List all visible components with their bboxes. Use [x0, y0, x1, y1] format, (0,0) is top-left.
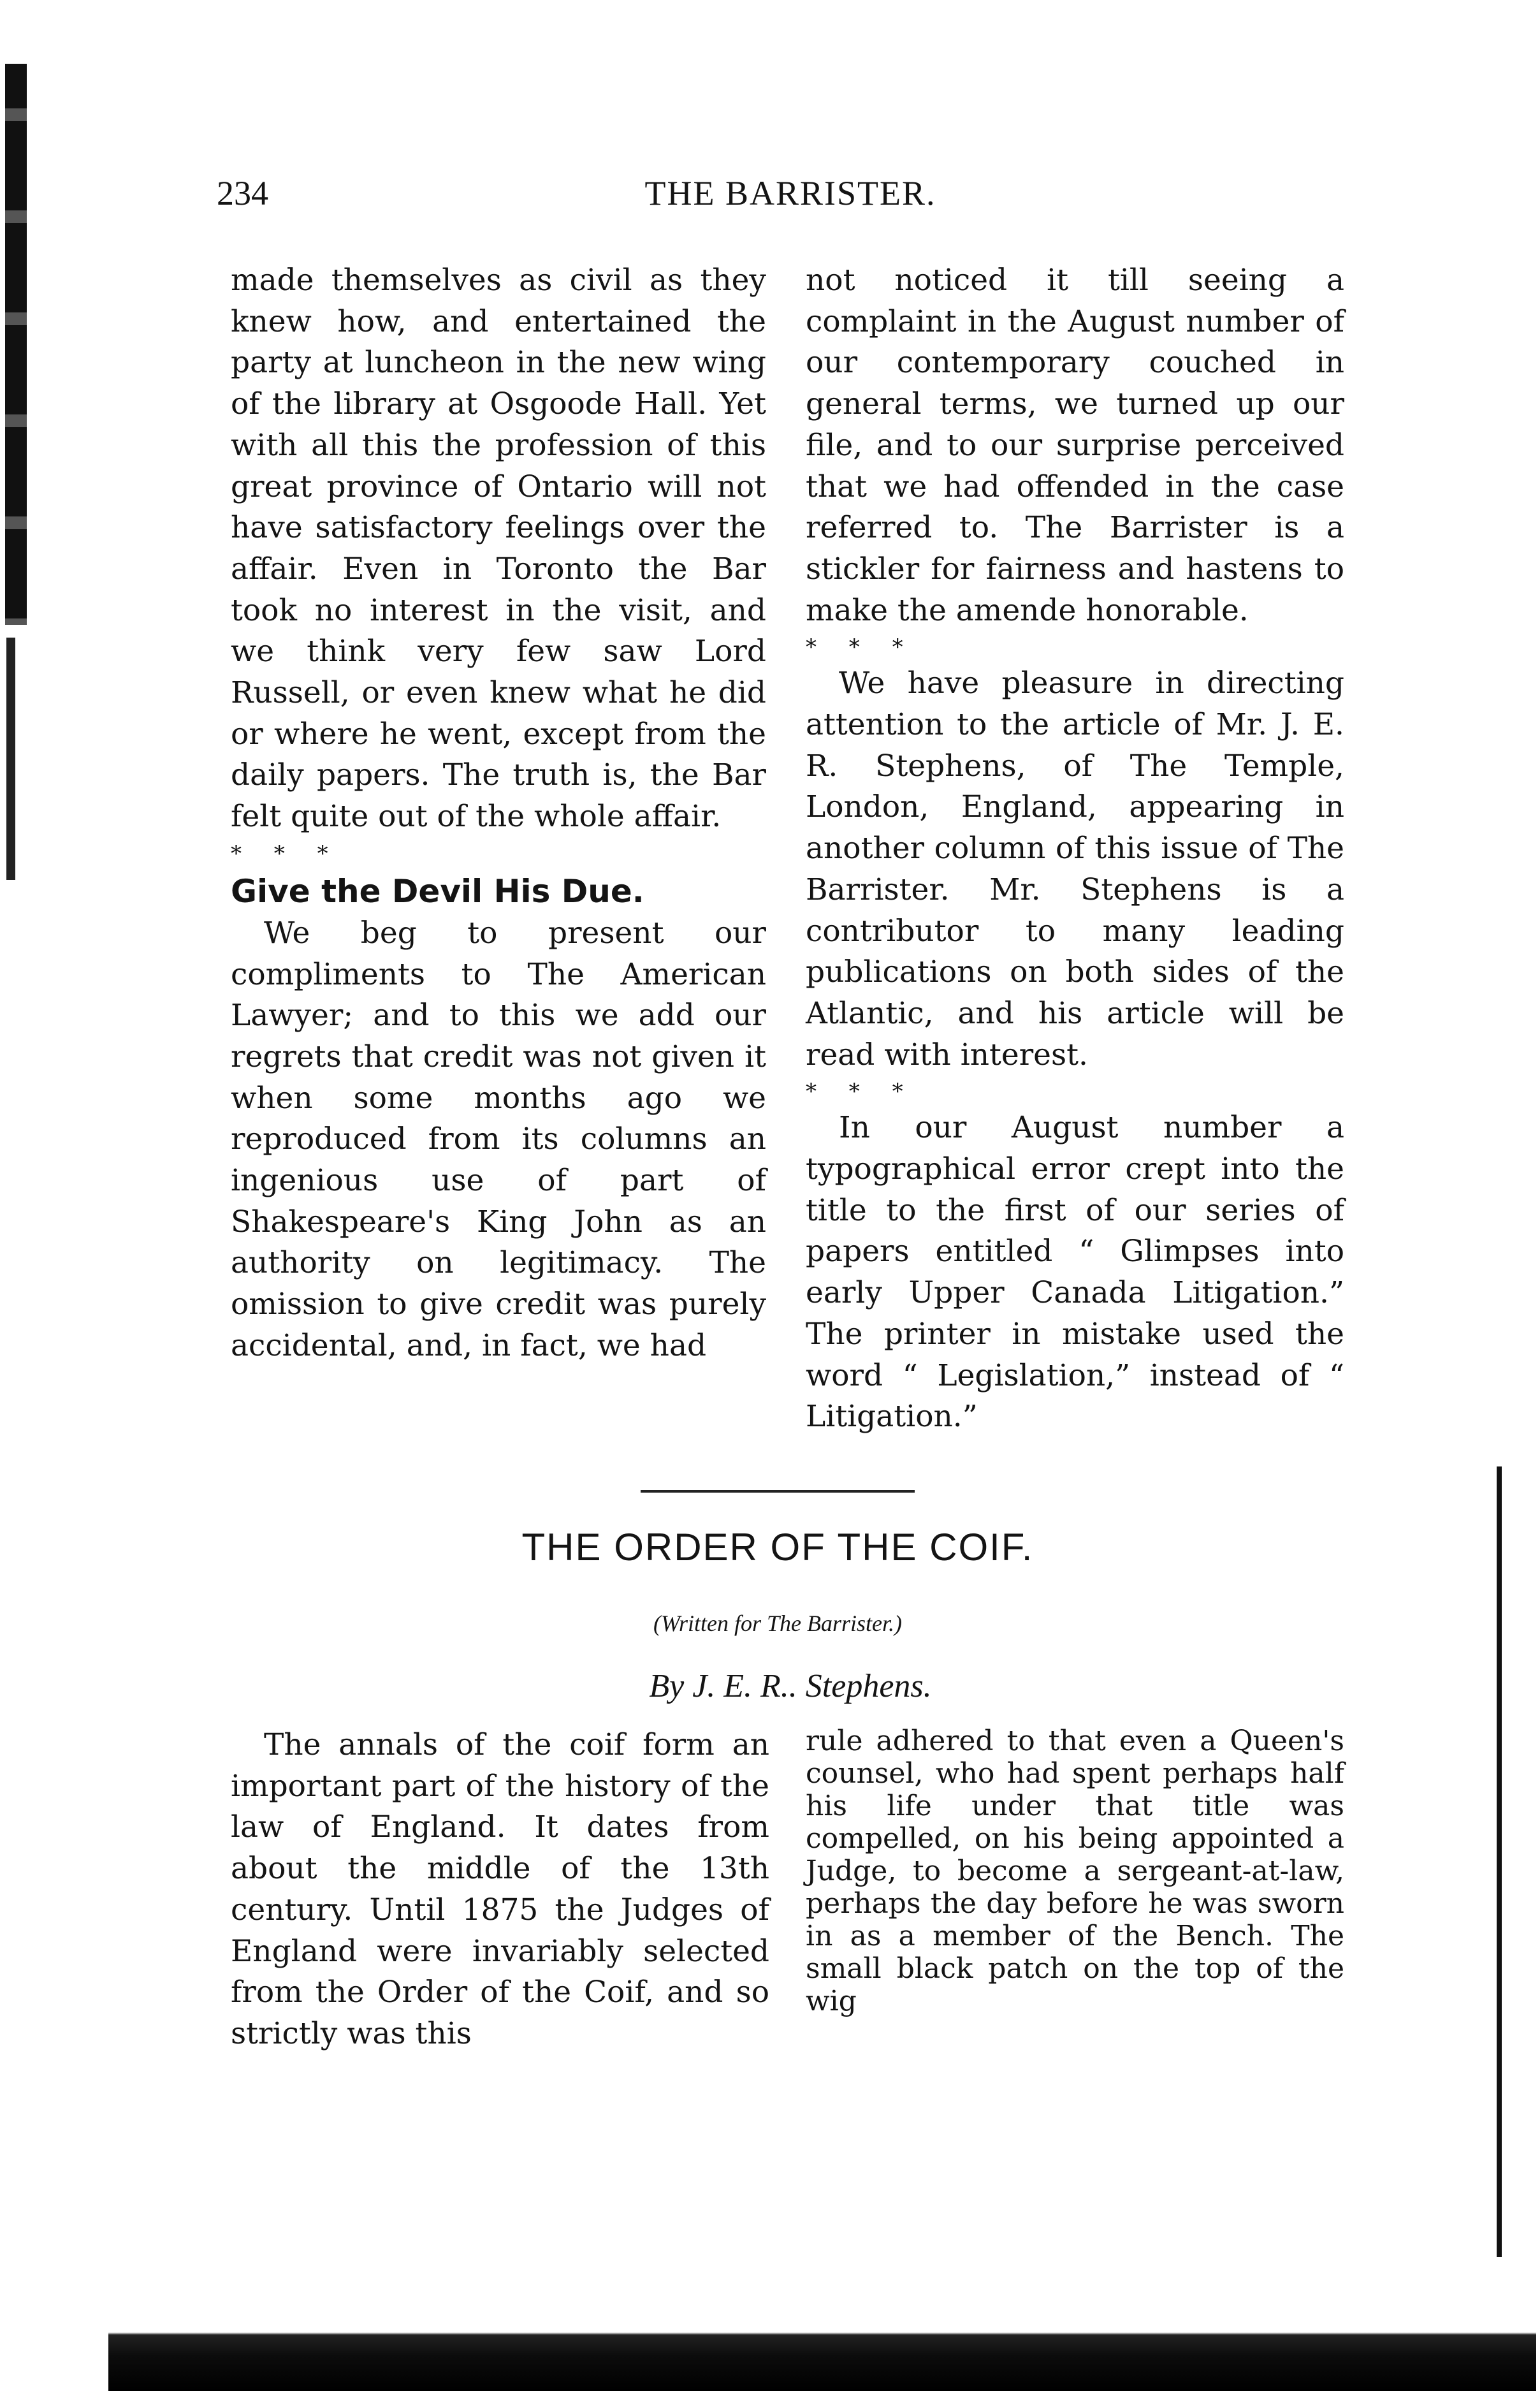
- article-note: (Written for The Barrister.): [653, 1611, 902, 1636]
- article-left-column: [231, 1725, 769, 2055]
- article-title: THE ORDER OF THE COIF.: [521, 1526, 1034, 1568]
- left-paragraph-1: made themselves as civil as they knew how, and entertained the party at luncheon in the new wing of the library at Osgoode Hall. Yet with all this the profession of this great province of Ontario will not have satisfactory feelings over the affair. Even in Toronto the Bar took no interest in the visit, and we think very few saw Lord Russell, or even knew what he did or where he went, except from the daily papers. The truth is, the Bar felt quite out of the whole affair.: [231, 263, 766, 835]
- article-right-column: [806, 1725, 1344, 2017]
- left-column-top: [231, 260, 766, 1367]
- section-separator-stars: * * *: [806, 1079, 916, 1105]
- scan-edge-shadow-bottom: [108, 2321, 1536, 2391]
- right-paragraph-2: We have pleasure in directing attention to the article of Mr. J. E. R. Stephens, of The Temple, London, England, appearing in another column of this issue of The Barrister. Mr. Stephens is a contributor to many leading publications on both sides of the Atlantic, and his article will be read with interest.: [806, 666, 1344, 1072]
- section-subheading: Give the Devil His Due.: [231, 872, 644, 910]
- page-number: 234: [217, 174, 268, 212]
- scan-edge-shadow-left: [5, 64, 27, 625]
- section-divider-rule: [641, 1490, 915, 1493]
- section-separator-stars: * * *: [231, 840, 341, 866]
- article-paragraph-right: rule adhered to that even a Queen's counsel, who had spent perhaps half his life under that title was compelled, on his being appointed a Judge, to become a sergeant-at-law, perhaps the day before he was sworn in as a member of the Bench. The small black patch on the top of the wig: [806, 1725, 1344, 2017]
- running-head: [217, 173, 1351, 224]
- running-title: THE BARRISTER.: [644, 174, 936, 212]
- left-paragraph-2: We beg to present our compliments to The American Lawyer; and to this we add our regrets that credit was not given it when some months ago we reproduced from its columns an ingenious use of part of Shakespeare's King John as an authority on legitimacy. The omission to give credit was purely accidental, and, in fact, we had: [231, 915, 766, 1363]
- right-paragraph-1: not noticed it till seeing a complaint in the August number of our contemporary couched in general terms, we turned up our file, and to our surprise perceived that we had offended in the case referred to. The Barrister is a stickler for fairness and hastens to make the amende honorable.: [806, 263, 1344, 628]
- article-byline: By J. E. R.. Stephens.: [649, 1668, 932, 1704]
- article-paragraph-left: The annals of the coif form an important part of the history of the law of England. It dates from about the middle of the 13th century. Until 1875 the Judges of England were invariably selected from the Order of the Coif, and so strictly was this: [231, 1727, 769, 2051]
- right-column-top: [806, 260, 1344, 1438]
- section-separator-stars: * * *: [806, 634, 916, 661]
- right-paragraph-3: In our August number a typographical error crept into the title to the first of our series of papers entitled “ Glimpses into early Upper Canada Litigation.” The printer in mistake used the word “ Legislation,” instead of “ Litigation.”: [806, 1110, 1344, 1435]
- scan-edge-shadow-left-lower: [6, 638, 15, 880]
- scan-edge-line-right: [1497, 1466, 1502, 2257]
